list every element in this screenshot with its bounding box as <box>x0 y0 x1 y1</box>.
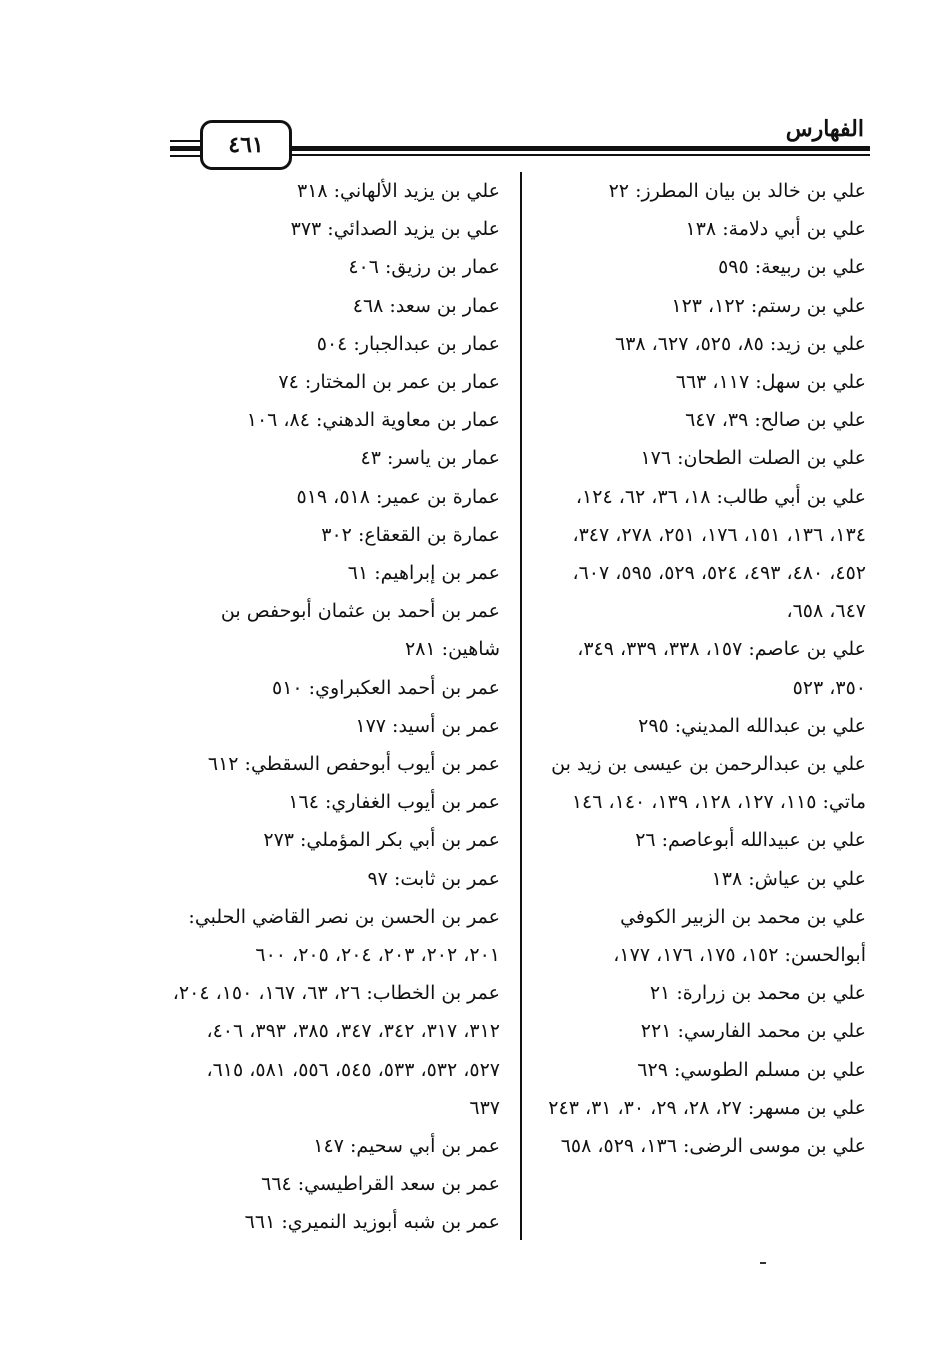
entry-pages: ٥٠٤ <box>316 332 354 355</box>
entry-name: علي بن أبي دلامة: <box>722 218 866 241</box>
entry-pages: ٥٩٥ <box>718 256 755 279</box>
entry-pages: ٣٩، ٦٤٧ <box>685 409 755 432</box>
column-divider <box>520 172 522 1240</box>
index-entry <box>172 478 500 516</box>
index-entry <box>540 287 866 325</box>
index-entry <box>172 1203 500 1241</box>
header-rule-thin <box>282 154 870 156</box>
index-entry <box>540 630 866 706</box>
index-entry <box>540 248 866 286</box>
index-entry <box>172 172 500 210</box>
entry-pages: ٢١ <box>649 982 677 1005</box>
entry-name: علي بن يزيد الألهاني: <box>333 180 500 202</box>
index-entry <box>540 363 866 401</box>
header-rule-thick <box>282 146 870 151</box>
index-entry <box>540 1051 866 1089</box>
entry-pages: ١٥٧، ٣٣٨، ٣٣٩، ٣٤٩، ٣٥٠، ٥٢٣ <box>577 638 866 699</box>
entry-pages: ٣٠٢ <box>321 523 358 546</box>
page-header <box>170 112 870 172</box>
entry-pages: ٥١٠ <box>272 676 309 699</box>
entry-pages: ٩٧ <box>367 867 394 890</box>
index-entry <box>172 554 500 592</box>
index-entry <box>172 592 500 668</box>
index-entry <box>172 1127 500 1165</box>
index-entry <box>540 401 866 439</box>
entry-name: علي بن محمد بن الزبير الكوفي أبوالحسن: <box>620 905 866 967</box>
entry-pages: ٢٧، ٢٨، ٢٩، ٣٠، ٣١، ٢٤٣ <box>548 1096 748 1119</box>
entry-pages: ١٥٢، ١٧٥، ١٧٦، ١٧٧، <box>613 944 785 967</box>
entry-name: عمر بن أبي بكر المؤملي: <box>300 829 500 852</box>
entry-name: عمر بن إبراهيم: <box>374 562 500 585</box>
entry-name: علي بن محمد بن زرارة: <box>676 982 866 1005</box>
index-entry <box>172 745 500 783</box>
entry-pages: ٢٢ <box>608 180 636 202</box>
index-entry <box>540 478 866 631</box>
entry-pages: ٦٦٤ <box>261 1173 298 1196</box>
index-entry <box>540 745 866 821</box>
entry-name: عمارة بن عمير: <box>375 485 500 508</box>
index-entry <box>540 860 866 898</box>
index-entry <box>172 210 500 248</box>
entry-name: علي بن ربيعة: <box>754 256 866 279</box>
entry-name: عمر بن الحسن بن نصر القاضي الحلبي: <box>188 905 500 928</box>
index-entry <box>540 172 866 210</box>
index-entry <box>540 898 866 974</box>
index-entry <box>540 974 866 1012</box>
entry-name: عمار بن رزيق: <box>384 256 500 279</box>
entry-name: عمار بن معاوية الدهني: <box>316 409 500 432</box>
index-entry <box>172 821 500 859</box>
entry-name: عمر بن سعد القراطيسي: <box>297 1173 500 1196</box>
entry-name: علي بن زيد: <box>769 332 866 355</box>
entry-name: عمار بن عبدالجبار: <box>353 332 500 355</box>
entry-pages: ٢٧٣ <box>263 829 301 852</box>
index-entry <box>172 287 500 325</box>
entry-pages: ١٢٢، ١٢٣ <box>671 294 751 317</box>
index-entry <box>172 898 500 974</box>
index-entry <box>172 783 500 821</box>
entry-name: عمار بن عمر بن المختار: <box>304 371 500 394</box>
entry-name: علي بن عياش: <box>748 867 866 890</box>
entry-pages: ٣٧٣ <box>290 218 328 241</box>
entry-name: عمر بن أحمد بن عثمان أبوحفص بن شاهين: <box>220 600 500 661</box>
entry-pages: ١١٧، ٦٦٣ <box>675 371 756 394</box>
header-title: الفهارس <box>785 116 864 142</box>
entry-name: عمار بن سعد: <box>389 294 500 317</box>
header-rule-left-top <box>170 140 204 142</box>
entry-pages: ٦١ <box>347 562 375 585</box>
index-entry <box>540 325 866 363</box>
entry-name: عمارة بن القعقاع: <box>357 523 500 546</box>
entry-pages: ٦١٢ <box>207 753 245 776</box>
index-entry <box>540 439 866 477</box>
index-entry <box>172 974 500 1127</box>
entry-name: علي بن عبدالرحمن بن عيسى بن زيد بن ماتي: <box>551 753 866 814</box>
entry-pages: ١٣٨ <box>711 867 749 890</box>
index-entry <box>172 439 500 477</box>
entry-name: علي بن مسلم الطوسي: <box>673 1058 866 1081</box>
entry-pages: ١١٥، ١٢٧، ١٢٨، ١٣٩، ١٤٠، ١٤٦ <box>571 791 823 814</box>
entry-pages: ٢٩٥ <box>638 714 675 737</box>
index-entry <box>540 210 866 248</box>
entry-pages: ١٧٧ <box>355 714 393 737</box>
entry-name: علي بن الصلت الطحان: <box>677 447 866 470</box>
entry-name: علي بن يزيد الصدائي: <box>327 218 500 241</box>
index-entry <box>172 401 500 439</box>
entry-pages: ٢٨١ <box>405 638 442 661</box>
index-column-left <box>172 172 500 1242</box>
entry-pages: ١٤٧ <box>313 1135 350 1158</box>
index-entry <box>172 669 500 707</box>
index-entry <box>172 860 500 898</box>
entry-name: علي بن عبدالله المديني: <box>674 714 866 737</box>
entry-pages: ٨٤، ١٠٦ <box>246 409 317 432</box>
entry-name: عمر بن الخطاب: <box>366 982 500 1005</box>
entry-name: عمر بن شبه أبوزيد النميري: <box>281 1211 500 1234</box>
entry-pages: ٤٦٨ <box>352 294 390 317</box>
entry-pages: ١٣٨ <box>685 218 723 241</box>
entry-name: علي بن مسهر: <box>747 1096 866 1119</box>
entry-name: علي بن خالد بن بيان المطرز: <box>635 180 866 202</box>
entry-pages: ٢٦، ٦٣، ١٦٧، ١٥٠، ٢٠٤، ٣١٢، ٣١٧، ٣٤٢، ٣٤٧، ٣٨٥، ٣٩٣، ٤٠٦، ٥٢٧، ٥٣٢، ٥٣٣، ٥٤٥، ٥٥٦، ٥٨١، ٦١٥، ٦٣٧ <box>172 982 500 1119</box>
index-entry <box>172 1165 500 1203</box>
entry-pages: ٥١٨، ٥١٩ <box>296 485 376 508</box>
entry-name: عمر بن أبي سحيم: <box>349 1135 500 1158</box>
entry-name: عمر بن ثابت: <box>393 867 500 890</box>
entry-name: علي بن محمد الفارسي: <box>677 1020 866 1043</box>
entry-pages: ٢٠١، ٢٠٢، ٢٠٣، ٢٠٤، ٢٠٥، ٦٠٠ <box>255 944 500 967</box>
entry-name: عمار بن ياسر: <box>387 447 500 470</box>
entry-pages: ٦٦١ <box>244 1211 282 1234</box>
entry-pages: ٦٢٩ <box>637 1058 674 1081</box>
entry-name: عمر بن أيوب أبوحفص السقطي: <box>244 753 500 776</box>
entry-pages: ٧٤ <box>278 371 305 394</box>
index-entry <box>540 1012 866 1050</box>
index-entry <box>540 707 866 745</box>
entry-name: علي بن عاصم: <box>748 638 866 661</box>
index-column-right <box>540 172 866 1165</box>
header-rule-left-bottom <box>170 155 204 157</box>
entry-pages: ٨٥، ٥٢٥، ٦٢٧، ٦٣٨ <box>615 332 770 355</box>
entry-name: علي بن أبي طالب: <box>716 485 866 508</box>
entry-name: علي بن عبيدالله أبوعاصم: <box>661 829 866 852</box>
entry-pages: ٤٣ <box>360 447 387 470</box>
page-number: ٤٦١ <box>200 120 292 170</box>
entry-name: علي بن صالح: <box>754 409 866 432</box>
index-entry <box>540 821 866 859</box>
entry-pages: ٢٢١ <box>640 1020 678 1043</box>
entry-name: عمر بن أيوب الغفاري: <box>324 791 500 814</box>
entry-pages: ١٣٦، ٥٢٩، ٦٥٨ <box>560 1135 683 1158</box>
entry-pages: ١٧٦ <box>640 447 678 470</box>
entry-pages: ١٨، ٣٦، ٦٢، ١٢٤، ١٣٤، ١٣٦، ١٥١، ١٧٦، ٢٥١، ٢٧٨، ٣٤٧، ٤٥٢، ٤٨٠، ٤٩٣، ٥٢٤، ٥٢٩، ٥٩٥، ٦٠٧، ٦٤٧، ٦٥٨، <box>572 485 866 623</box>
entry-name: علي بن رستم: <box>750 294 866 317</box>
index-entry <box>540 1127 866 1165</box>
entry-pages: ٤٠٦ <box>348 256 385 279</box>
entry-pages: ٢٦ <box>635 829 662 852</box>
entry-pages: ١٦٤ <box>288 791 325 814</box>
entry-name: علي بن سهل: <box>755 371 866 394</box>
header-rule-left-thick <box>170 146 204 151</box>
entry-name: علي بن موسى الرضى: <box>682 1135 866 1158</box>
entry-name: عمر بن أسيد: <box>392 714 500 737</box>
entry-name: عمر بن أحمد العكبراوي: <box>308 676 500 699</box>
index-entry <box>172 248 500 286</box>
index-entry <box>172 325 500 363</box>
index-entry <box>172 516 500 554</box>
entry-pages: ٣١٨ <box>296 180 334 202</box>
footer-mark <box>760 1262 766 1264</box>
index-entry <box>172 363 500 401</box>
index-entry <box>540 1089 866 1127</box>
index-entry <box>172 707 500 745</box>
